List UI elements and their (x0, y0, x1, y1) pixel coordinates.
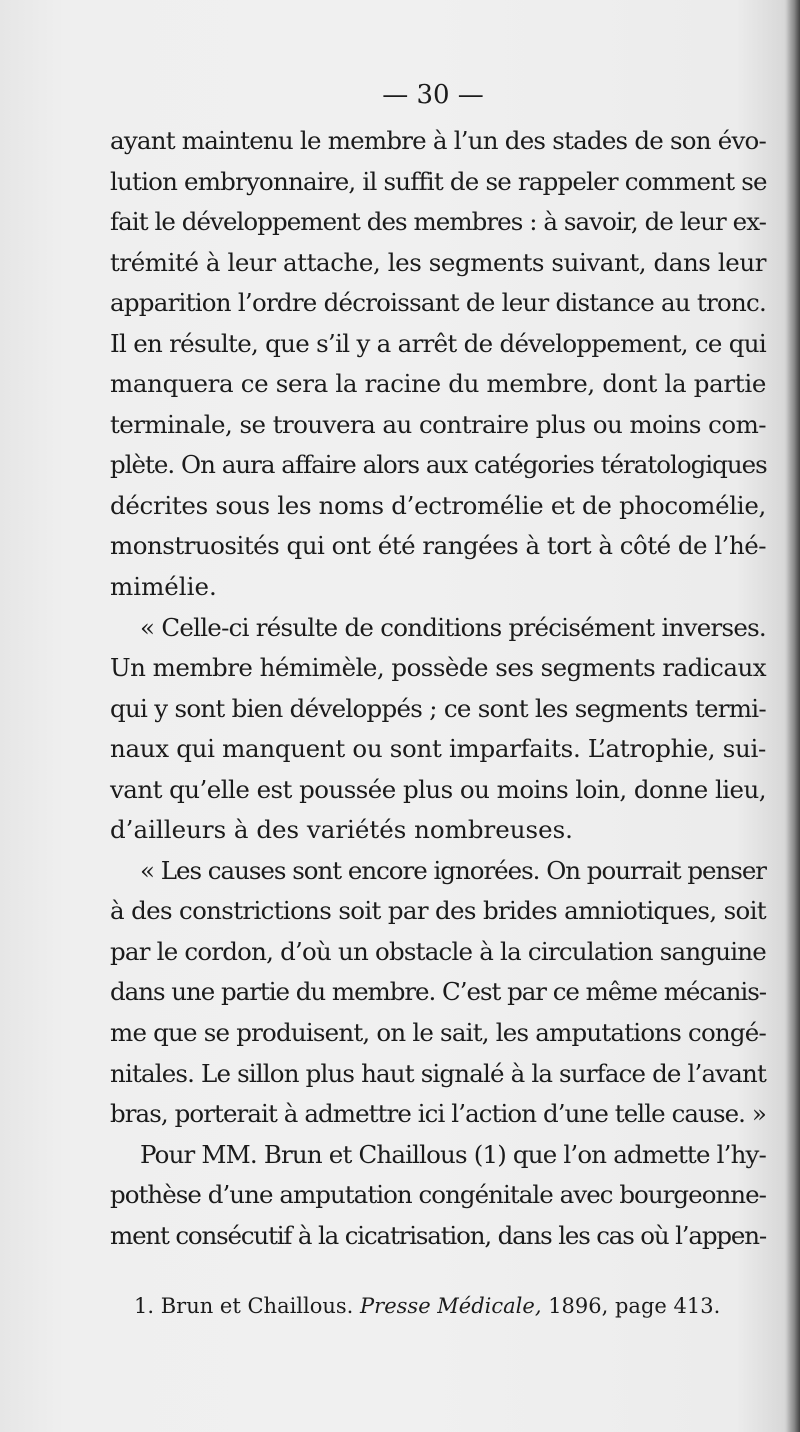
text-line: « Les causes sont encore ignorées. On pourrait penser (140, 855, 766, 885)
text-line: manquera ce sera la racine du membre, dont la partie (110, 369, 767, 399)
text-line: pothèse d’une amputation congénitale avec bourgeonne- (110, 1180, 766, 1210)
text-line: plète. On aura affaire alors aux catégories tératologiques (110, 450, 767, 480)
text-line: naux qui manquent ou sont imparfaits. L’atrophie, sui- (110, 734, 766, 764)
text-line: apparition l’ordre décroissant de leur distance au tronc. (110, 288, 766, 318)
text-line: trémité à leur attache, les segments suivant, dans leur (110, 247, 766, 277)
text-line: Pour MM. Brun et Chaillous (1) que l’on admette l’hy- (140, 1139, 766, 1169)
text-line: me que se produisent, on le sait, les amputations congé- (110, 1018, 766, 1048)
footnote (134, 1294, 720, 1318)
text-line: Il en résulte, que s’il y a arrêt de développement, ce qui (110, 328, 766, 358)
text-line: terminale, se trouvera au contraire plus ou moins com- (110, 409, 766, 439)
text-line: à des constrictions soit par des brides amniotiques, soit (110, 896, 766, 926)
text-line: qui y sont bien développés ; ce sont les segments termi- (110, 693, 766, 723)
footnote-details: 1896, page 413. (548, 1294, 721, 1318)
text-line: bras, porterait à admettre ici l’action d’une telle cause. » (110, 1099, 766, 1129)
footnote-number: 1. (134, 1294, 155, 1318)
text-line: par le cordon, d’où un obstacle à la circulation sanguine (110, 936, 766, 966)
footnote-authors: Brun et Chaillous. (160, 1294, 354, 1318)
page-edge-shadow (786, 0, 800, 1432)
text-line: fait le développement des membres : à savoir, de leur ex- (110, 207, 767, 237)
page-number: — 30 — (382, 80, 484, 110)
text-line: vant qu’elle est poussée plus ou moins loin, donne lieu, (110, 774, 766, 804)
text-line: Un membre hémimèle, possède ses segments radicaux (110, 653, 766, 683)
text-line: monstruosités qui ont été rangées à tort à côté de l’hé- (110, 531, 766, 561)
text-line: lution embryonnaire, il suffit de se rappeler comment se (110, 166, 767, 196)
footnote-journal: Presse Médicale, (360, 1294, 542, 1318)
text-line: d’ailleurs à des variétés nombreuses. (110, 815, 573, 845)
text-line: mimélie. (110, 572, 217, 602)
text-line: décrites sous les noms d’ectromélie et de phocomélie, (110, 490, 766, 520)
text-line: dans une partie du membre. C’est par ce même mécanis- (110, 977, 766, 1007)
text-line: ment consécutif à la cicatrisation, dans les cas où l’appen- (110, 1220, 766, 1250)
text-line: nitales. Le sillon plus haut signalé à la surface de l’avant (110, 1058, 766, 1088)
body-text (110, 121, 766, 1256)
text-line: ayant maintenu le membre à l’un des stades de son évo- (110, 126, 766, 155)
text-line: « Celle-ci résulte de conditions précisément inverses. (140, 612, 766, 642)
